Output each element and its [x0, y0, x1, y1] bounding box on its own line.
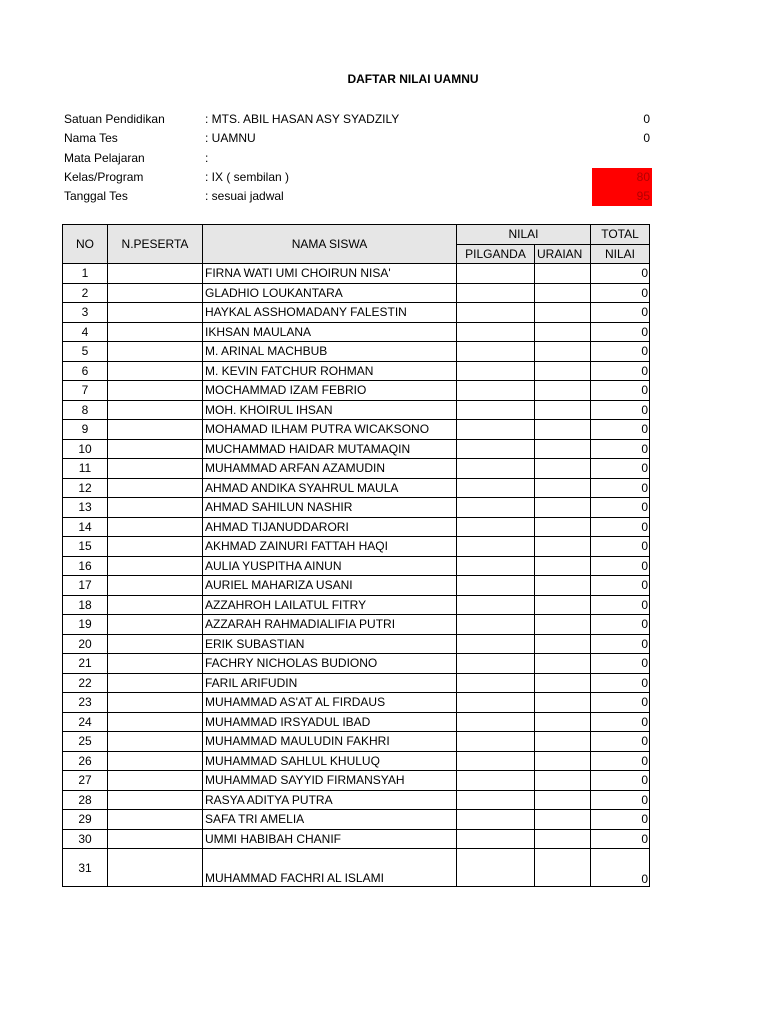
row-no-cell: 8 [63, 400, 108, 420]
row-total-cell: 0 [591, 751, 650, 771]
row-peserta-cell [108, 439, 203, 459]
row-name-cell: ERIK SUBASTIAN [203, 634, 457, 654]
table-row [63, 537, 650, 557]
table-row [63, 439, 650, 459]
row-name-cell: AKHMAD ZAINURI FATTAH HAQI [203, 537, 457, 557]
table-row [63, 400, 650, 420]
row-uraian-cell [535, 498, 591, 518]
row-no-cell: 25 [63, 732, 108, 752]
row-peserta-cell [108, 634, 203, 654]
row-peserta-cell [108, 576, 203, 596]
row-peserta-cell [108, 283, 203, 303]
row-uraian-cell [535, 283, 591, 303]
row-peserta-cell [108, 751, 203, 771]
table-row [63, 693, 650, 713]
row-no-cell: 3 [63, 303, 108, 323]
row-peserta-cell [108, 712, 203, 732]
info-value: : MTS. ABIL HASAN ASY SYADZILY [205, 112, 400, 126]
row-total-cell: 0 [591, 654, 650, 674]
row-no-cell: 10 [63, 439, 108, 459]
row-name-cell: AHMAD ANDIKA SYAHRUL MAULA [203, 478, 457, 498]
row-name-cell: MOHAMAD ILHAM PUTRA WICAKSONO [203, 420, 457, 440]
row-pilganda-cell [457, 322, 535, 342]
row-name-cell: MUHAMMAD SAHLUL KHULUQ [203, 751, 457, 771]
header-total-nilai: NILAI [591, 244, 650, 264]
table-row [63, 751, 650, 771]
row-total-cell: 0 [591, 712, 650, 732]
table-row [63, 498, 650, 518]
row-no-cell: 20 [63, 634, 108, 654]
row-pilganda-cell [457, 712, 535, 732]
table-row [63, 829, 650, 849]
row-total-cell: 0 [591, 381, 650, 401]
row-uraian-cell [535, 576, 591, 596]
row-peserta-cell [108, 829, 203, 849]
table-row [63, 556, 650, 576]
row-pilganda-cell [457, 264, 535, 284]
row-name-cell: M. KEVIN FATCHUR ROHMAN [203, 361, 457, 381]
row-pilganda-cell [457, 634, 535, 654]
row-name-cell: AURIEL MAHARIZA USANI [203, 576, 457, 596]
info-row [64, 110, 652, 129]
row-total-cell: 0 [591, 537, 650, 557]
row-peserta-cell [108, 693, 203, 713]
row-pilganda-cell [457, 751, 535, 771]
table-row [63, 420, 650, 440]
row-total-cell: 0 [591, 732, 650, 752]
info-number: 0 [643, 131, 650, 145]
row-no-cell: 7 [63, 381, 108, 401]
table-row [63, 459, 650, 479]
info-value: : IX ( sembilan ) [205, 170, 290, 184]
grades-table [62, 224, 650, 887]
row-uraian-cell [535, 771, 591, 791]
row-total-cell: 0 [591, 634, 650, 654]
header-nama: NAMA SISWA [203, 225, 457, 264]
row-uraian-cell [535, 810, 591, 830]
info-label: Satuan Pendidikan [64, 112, 165, 126]
row-pilganda-cell [457, 595, 535, 615]
row-no-cell: 23 [63, 693, 108, 713]
info-label: Mata Pelajaran [64, 151, 145, 165]
row-uraian-cell [535, 342, 591, 362]
row-no-cell: 21 [63, 654, 108, 674]
info-value: : [205, 151, 209, 165]
row-total-cell: 0 [591, 810, 650, 830]
row-name-cell: FACHRY NICHOLAS BUDIONO [203, 654, 457, 674]
row-pilganda-cell [457, 556, 535, 576]
row-peserta-cell [108, 556, 203, 576]
row-total-cell: 0 [591, 771, 650, 791]
row-uraian-cell [535, 517, 591, 537]
row-pilganda-cell [457, 498, 535, 518]
row-peserta-cell [108, 732, 203, 752]
row-name-cell: AZZAHROH LAILATUL FITRY [203, 595, 457, 615]
row-no-cell: 9 [63, 420, 108, 440]
info-value: : UAMNU [205, 131, 256, 145]
row-total-cell: 0 [591, 849, 650, 887]
row-peserta-cell [108, 810, 203, 830]
row-uraian-cell [535, 732, 591, 752]
row-no-cell: 24 [63, 712, 108, 732]
row-uraian-cell [535, 264, 591, 284]
row-name-cell: FARIL ARIFUDIN [203, 673, 457, 693]
row-pilganda-cell [457, 283, 535, 303]
header-peserta: N.PESERTA [108, 225, 203, 264]
row-no-cell: 2 [63, 283, 108, 303]
row-uraian-cell [535, 556, 591, 576]
row-no-cell: 1 [63, 264, 108, 284]
row-peserta-cell [108, 517, 203, 537]
row-uraian-cell [535, 439, 591, 459]
document-title: DAFTAR NILAI UAMNU [347, 72, 479, 86]
row-uraian-cell [535, 322, 591, 342]
row-no-cell: 26 [63, 751, 108, 771]
row-peserta-cell [108, 498, 203, 518]
row-name-cell: AZZARAH RAHMADIALIFIA PUTRI [203, 615, 457, 635]
row-no-cell: 27 [63, 771, 108, 791]
row-peserta-cell [108, 303, 203, 323]
row-total-cell: 0 [591, 439, 650, 459]
row-pilganda-cell [457, 771, 535, 791]
row-pilganda-cell [457, 439, 535, 459]
row-peserta-cell [108, 361, 203, 381]
info-number: 0 [643, 112, 650, 126]
row-no-cell: 4 [63, 322, 108, 342]
table-row [63, 576, 650, 596]
info-label: Kelas/Program [64, 170, 144, 184]
row-uraian-cell [535, 459, 591, 479]
row-uraian-cell [535, 595, 591, 615]
row-peserta-cell [108, 381, 203, 401]
header-pilganda: PILGANDA [457, 244, 535, 264]
table-row [63, 361, 650, 381]
info-number [592, 149, 652, 168]
info-row [64, 129, 652, 148]
info-row [64, 168, 652, 187]
row-uraian-cell [535, 712, 591, 732]
row-name-cell: AULIA YUSPITHA AINUN [203, 556, 457, 576]
row-no-cell: 28 [63, 790, 108, 810]
row-name-cell: MUHAMMAD AS'AT AL FIRDAUS [203, 693, 457, 713]
row-name-cell: MUHAMMAD ARFAN AZAMUDIN [203, 459, 457, 479]
row-uraian-cell [535, 400, 591, 420]
info-value: : sesuai jadwal [205, 189, 284, 203]
row-no-cell: 11 [63, 459, 108, 479]
row-no-cell: 5 [63, 342, 108, 362]
row-name-cell: HAYKAL ASSHOMADANY FALESTIN [203, 303, 457, 323]
row-total-cell: 0 [591, 517, 650, 537]
row-no-cell: 30 [63, 829, 108, 849]
row-uraian-cell [535, 673, 591, 693]
row-peserta-cell [108, 771, 203, 791]
row-name-cell: MUHAMMAD MAULUDIN FAKHRI [203, 732, 457, 752]
table-row [63, 712, 650, 732]
row-total-cell: 0 [591, 615, 650, 635]
row-pilganda-cell [457, 654, 535, 674]
row-uraian-cell [535, 303, 591, 323]
table-row [63, 478, 650, 498]
info-label: Tanggal Tes [64, 189, 128, 203]
row-uraian-cell [535, 478, 591, 498]
row-uraian-cell [535, 615, 591, 635]
table-row [63, 283, 650, 303]
row-uraian-cell [535, 361, 591, 381]
table-row [63, 849, 650, 887]
row-uraian-cell [535, 420, 591, 440]
row-peserta-cell [108, 654, 203, 674]
row-name-cell: UMMI HABIBAH CHANIF [203, 829, 457, 849]
header-no: NO [63, 225, 108, 264]
row-total-cell: 0 [591, 478, 650, 498]
row-peserta-cell [108, 849, 203, 887]
info-label: Nama Tes [64, 131, 118, 145]
table-row [63, 264, 650, 284]
header-nilai: NILAI [457, 225, 591, 245]
row-pilganda-cell [457, 361, 535, 381]
table-row [63, 771, 650, 791]
row-peserta-cell [108, 478, 203, 498]
row-uraian-cell [535, 654, 591, 674]
row-name-cell: MOH. KHOIRUL IHSAN [203, 400, 457, 420]
row-uraian-cell [535, 381, 591, 401]
row-no-cell: 17 [63, 576, 108, 596]
row-name-cell: RASYA ADITYA PUTRA [203, 790, 457, 810]
table-row [63, 810, 650, 830]
row-total-cell: 0 [591, 303, 650, 323]
row-name-cell: FIRNA WATI UMI CHOIRUN NISA' [203, 264, 457, 284]
info-number: 95 [592, 187, 652, 206]
row-total-cell: 0 [591, 829, 650, 849]
row-total-cell: 0 [591, 790, 650, 810]
row-name-cell: M. ARINAL MACHBUB [203, 342, 457, 362]
row-total-cell: 0 [591, 361, 650, 381]
row-total-cell: 0 [591, 673, 650, 693]
row-total-cell: 0 [591, 342, 650, 362]
row-total-cell: 0 [591, 264, 650, 284]
row-pilganda-cell [457, 517, 535, 537]
table-row [63, 342, 650, 362]
row-pilganda-cell [457, 381, 535, 401]
row-no-cell: 31 [63, 849, 108, 887]
row-no-cell: 16 [63, 556, 108, 576]
row-uraian-cell [535, 537, 591, 557]
row-pilganda-cell [457, 673, 535, 693]
table-body [63, 264, 650, 887]
row-pilganda-cell [457, 693, 535, 713]
row-peserta-cell [108, 790, 203, 810]
row-no-cell: 14 [63, 517, 108, 537]
row-total-cell: 0 [591, 693, 650, 713]
row-uraian-cell [535, 849, 591, 887]
table-row [63, 322, 650, 342]
row-name-cell: MUCHAMMAD HAIDAR MUTAMAQIN [203, 439, 457, 459]
row-peserta-cell [108, 420, 203, 440]
row-no-cell: 15 [63, 537, 108, 557]
row-pilganda-cell [457, 459, 535, 479]
row-peserta-cell [108, 322, 203, 342]
row-name-cell: AHMAD TIJANUDDARORI [203, 517, 457, 537]
row-pilganda-cell [457, 400, 535, 420]
row-peserta-cell [108, 264, 203, 284]
row-peserta-cell [108, 673, 203, 693]
row-no-cell: 12 [63, 478, 108, 498]
row-pilganda-cell [457, 615, 535, 635]
table-row [63, 595, 650, 615]
row-name-cell: MUHAMMAD SAYYID FIRMANSYAH [203, 771, 457, 791]
row-pilganda-cell [457, 342, 535, 362]
row-pilganda-cell [457, 576, 535, 596]
row-name-cell: GLADHIO LOUKANTARA [203, 283, 457, 303]
table-row [63, 615, 650, 635]
row-pilganda-cell [457, 732, 535, 752]
header-total: TOTAL [591, 225, 650, 245]
row-peserta-cell [108, 595, 203, 615]
row-total-cell: 0 [591, 400, 650, 420]
row-total-cell: 0 [591, 322, 650, 342]
row-pilganda-cell [457, 303, 535, 323]
info-row [64, 187, 652, 206]
row-total-cell: 0 [591, 283, 650, 303]
table-row [63, 673, 650, 693]
row-name-cell: IKHSAN MAULANA [203, 322, 457, 342]
row-pilganda-cell [457, 790, 535, 810]
row-peserta-cell [108, 615, 203, 635]
row-peserta-cell [108, 342, 203, 362]
table-row [63, 732, 650, 752]
table-row [63, 790, 650, 810]
row-uraian-cell [535, 790, 591, 810]
row-uraian-cell [535, 829, 591, 849]
row-peserta-cell [108, 400, 203, 420]
row-name-cell: SAFA TRI AMELIA [203, 810, 457, 830]
row-pilganda-cell [457, 829, 535, 849]
row-uraian-cell [535, 751, 591, 771]
table-row [63, 517, 650, 537]
row-pilganda-cell [457, 420, 535, 440]
row-total-cell: 0 [591, 459, 650, 479]
header-uraian: URAIAN [535, 244, 591, 264]
row-name-cell: MUHAMMAD FACHRI AL ISLAMI [203, 849, 457, 887]
table-row [63, 381, 650, 401]
row-total-cell: 0 [591, 576, 650, 596]
row-no-cell: 29 [63, 810, 108, 830]
row-total-cell: 0 [591, 420, 650, 440]
row-total-cell: 0 [591, 595, 650, 615]
row-name-cell: MUHAMMAD IRSYADUL IBAD [203, 712, 457, 732]
row-no-cell: 18 [63, 595, 108, 615]
row-no-cell: 22 [63, 673, 108, 693]
row-name-cell: MOCHAMMAD IZAM FEBRIO [203, 381, 457, 401]
row-name-cell: AHMAD SAHILUN NASHIR [203, 498, 457, 518]
row-no-cell: 19 [63, 615, 108, 635]
row-peserta-cell [108, 537, 203, 557]
row-pilganda-cell [457, 537, 535, 557]
table-row [63, 303, 650, 323]
row-pilganda-cell [457, 849, 535, 887]
row-no-cell: 13 [63, 498, 108, 518]
row-total-cell: 0 [591, 556, 650, 576]
row-peserta-cell [108, 459, 203, 479]
table-row [63, 654, 650, 674]
table-row [63, 634, 650, 654]
row-pilganda-cell [457, 478, 535, 498]
row-total-cell: 0 [591, 498, 650, 518]
row-pilganda-cell [457, 810, 535, 830]
info-row [64, 149, 652, 168]
row-uraian-cell [535, 693, 591, 713]
row-uraian-cell [535, 634, 591, 654]
row-no-cell: 6 [63, 361, 108, 381]
info-number: 80 [592, 168, 652, 187]
